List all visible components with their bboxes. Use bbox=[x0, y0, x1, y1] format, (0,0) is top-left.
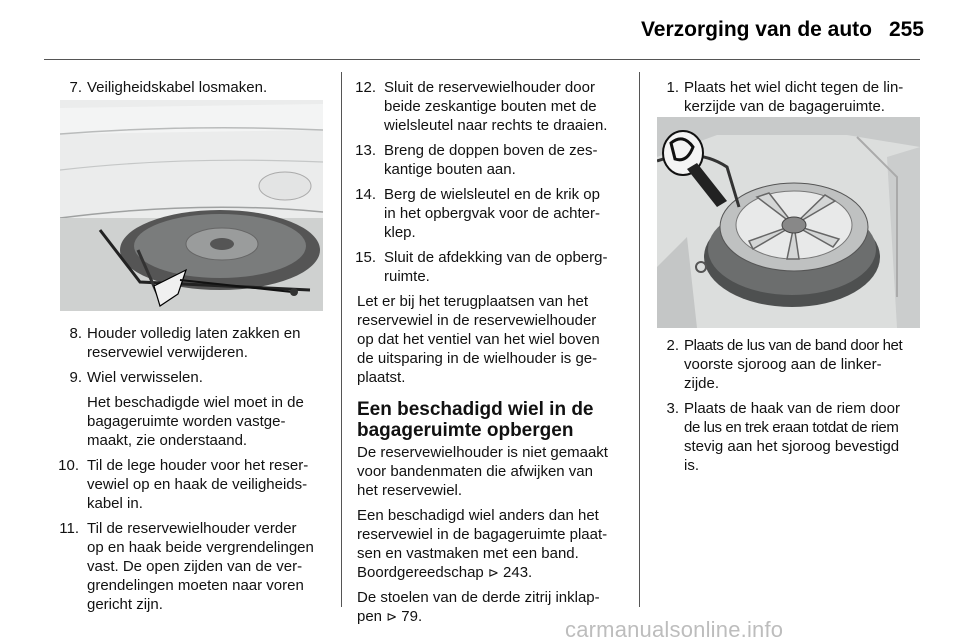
step-text: Veiligheidskabel losmaken. bbox=[87, 79, 268, 96]
step-text-line: Sluit de afdekking van de opberg- bbox=[384, 249, 608, 266]
step-number: 14. bbox=[355, 186, 376, 203]
step-9 bbox=[60, 368, 330, 450]
step-number: 9. bbox=[69, 369, 82, 386]
step-15 bbox=[357, 248, 629, 286]
step-11 bbox=[60, 519, 330, 614]
step-text-line: gericht zijn. bbox=[87, 596, 163, 613]
step-text-line: kantige bouten aan. bbox=[384, 161, 516, 178]
step-text: Wiel verwisselen. bbox=[87, 369, 203, 386]
step-text-line: Breng de doppen boven de zes- bbox=[384, 142, 598, 159]
heading-line: bagageruimte opbergen bbox=[357, 420, 574, 441]
step-number: 13. bbox=[355, 142, 376, 159]
reference-text: pen bbox=[357, 608, 383, 625]
wheel-in-luggage-compartment-illustration bbox=[657, 117, 920, 328]
page-header-title: Verzorging van de auto bbox=[640, 18, 872, 41]
step-number: 11. bbox=[59, 520, 79, 537]
step-text-line: wielsleutel naar rechts te draaien. bbox=[384, 117, 608, 134]
step-number: 8. bbox=[69, 325, 82, 342]
step-text-line: zijde. bbox=[684, 375, 720, 392]
step-text-line: op en haak beide vergrendelingen bbox=[87, 539, 314, 556]
step-12 bbox=[357, 78, 629, 135]
step-text-line: is. bbox=[684, 457, 699, 474]
note-paragraph bbox=[357, 292, 629, 387]
step-text-line: voorste sjoroog aan de linker- bbox=[684, 356, 882, 373]
reference-text: Boordgereedschap bbox=[357, 564, 484, 581]
paragraph-line: Een beschadigd wiel anders dan het bbox=[357, 507, 599, 524]
step-number: 2. bbox=[666, 337, 679, 354]
paragraph-line: het reservewiel. bbox=[357, 482, 463, 499]
step-text-line: Sluit de reservewielhouder door bbox=[384, 79, 595, 96]
step-text-line: grendelingen moeten naar voren bbox=[87, 577, 304, 594]
step-number: 10. bbox=[58, 457, 79, 474]
heading-line: Een beschadigd wiel in de bbox=[357, 399, 594, 420]
section-heading bbox=[357, 399, 629, 441]
paragraph-1 bbox=[357, 443, 629, 500]
step-text-line: reservewiel verwijderen. bbox=[87, 344, 248, 361]
paragraph-line: Let er bij het terugplaatsen van het bbox=[357, 293, 588, 310]
step-14 bbox=[357, 185, 629, 242]
step-13 bbox=[357, 141, 629, 179]
paragraph-line: De reservewielhouder is niet gemaakt bbox=[357, 444, 608, 461]
step-text-line: kabel in. bbox=[87, 495, 143, 512]
paragraph-line: de uitsparing in de wielhouder is ge- bbox=[357, 350, 598, 367]
step-number: 1. bbox=[666, 79, 679, 96]
step-text-line: de lus en trek eraan totdat de riem bbox=[684, 419, 899, 436]
paragraph-line: De stoelen van de derde zitrij inklap- bbox=[357, 589, 600, 606]
watermark: carmanualsonline.info bbox=[565, 617, 784, 642]
step-text-line: bagageruimte worden vastge- bbox=[87, 413, 286, 430]
paragraph-2 bbox=[357, 506, 629, 582]
header-rule bbox=[44, 59, 920, 60]
step-number: 12. bbox=[355, 79, 376, 96]
paragraph-line: plaatst. bbox=[357, 369, 406, 386]
paragraph-line: voor bandenmaten die afwijken van bbox=[357, 463, 593, 480]
column-divider-1 bbox=[341, 72, 342, 607]
page-reference-link[interactable]: 243. bbox=[503, 564, 533, 581]
page-reference-arrow-icon: ⊳ bbox=[487, 565, 499, 580]
step-7 bbox=[60, 78, 330, 97]
step-text-line: vewiel op en haak de veiligheids- bbox=[87, 476, 308, 493]
page-number: 255 bbox=[888, 18, 924, 41]
paragraph-line: reservewiel in de bagageruimte plaat- bbox=[357, 526, 608, 543]
step-text-line: Plaats de haak van de riem door bbox=[684, 400, 900, 417]
step-text-line: kerzijde van de bagageruimte. bbox=[684, 98, 885, 115]
step-text-line: ruimte. bbox=[384, 268, 430, 285]
column-2 bbox=[357, 78, 629, 632]
step-text-line: Plaats het wiel dicht tegen de lin- bbox=[684, 79, 904, 96]
paragraph-line bbox=[357, 563, 629, 582]
step-2 bbox=[657, 336, 927, 393]
spare-wheel-carrier-drawing bbox=[60, 100, 323, 311]
spare-wheel-carrier-illustration bbox=[60, 100, 323, 311]
column-divider-2 bbox=[639, 72, 640, 607]
column-3 bbox=[657, 78, 927, 122]
step-number: 7. bbox=[69, 79, 82, 96]
step-number: 15. bbox=[355, 249, 376, 266]
step-text-line: Houder volledig laten zakken en bbox=[87, 325, 301, 342]
step-text-line: stevig aan het sjoroog bevestigd bbox=[684, 438, 900, 455]
page-reference-arrow-icon: ⊳ bbox=[386, 609, 398, 624]
step-text-line: klep. bbox=[384, 224, 416, 241]
column-1-lower bbox=[60, 324, 330, 620]
step-8 bbox=[60, 324, 330, 362]
step-1 bbox=[657, 78, 927, 116]
step-text-line: in het opbergvak voor de achter- bbox=[384, 205, 600, 222]
paragraph-line: sen en vastmaken met een band. bbox=[357, 545, 579, 562]
paragraph-line: op dat het ventiel van het wiel boven bbox=[357, 331, 600, 348]
wheel-in-luggage-drawing bbox=[657, 117, 920, 328]
step-text-line: vast. De open zijden van de ver- bbox=[87, 558, 303, 575]
step-text-line: beide zeskantige bouten met de bbox=[384, 98, 597, 115]
step-text-line: Til de reservewielhouder verder bbox=[87, 520, 297, 537]
page-reference-link[interactable]: 79. bbox=[401, 608, 423, 625]
step-3 bbox=[657, 399, 927, 475]
step-text-line: Til de lege houder voor het reser- bbox=[87, 457, 309, 474]
step-text-line: maakt, zie onderstaand. bbox=[87, 432, 248, 449]
column-3-lower bbox=[657, 336, 927, 481]
step-text-line: Berg de wielsleutel en de krik op bbox=[384, 186, 600, 203]
step-10 bbox=[60, 456, 330, 513]
paragraph-line: reservewiel in de reservewielhouder bbox=[357, 312, 597, 329]
step-number: 3. bbox=[666, 400, 679, 417]
step-text-line: Het beschadigde wiel moet in de bbox=[87, 394, 304, 411]
step-text-line: Plaats de lus van de band door het bbox=[684, 337, 903, 354]
